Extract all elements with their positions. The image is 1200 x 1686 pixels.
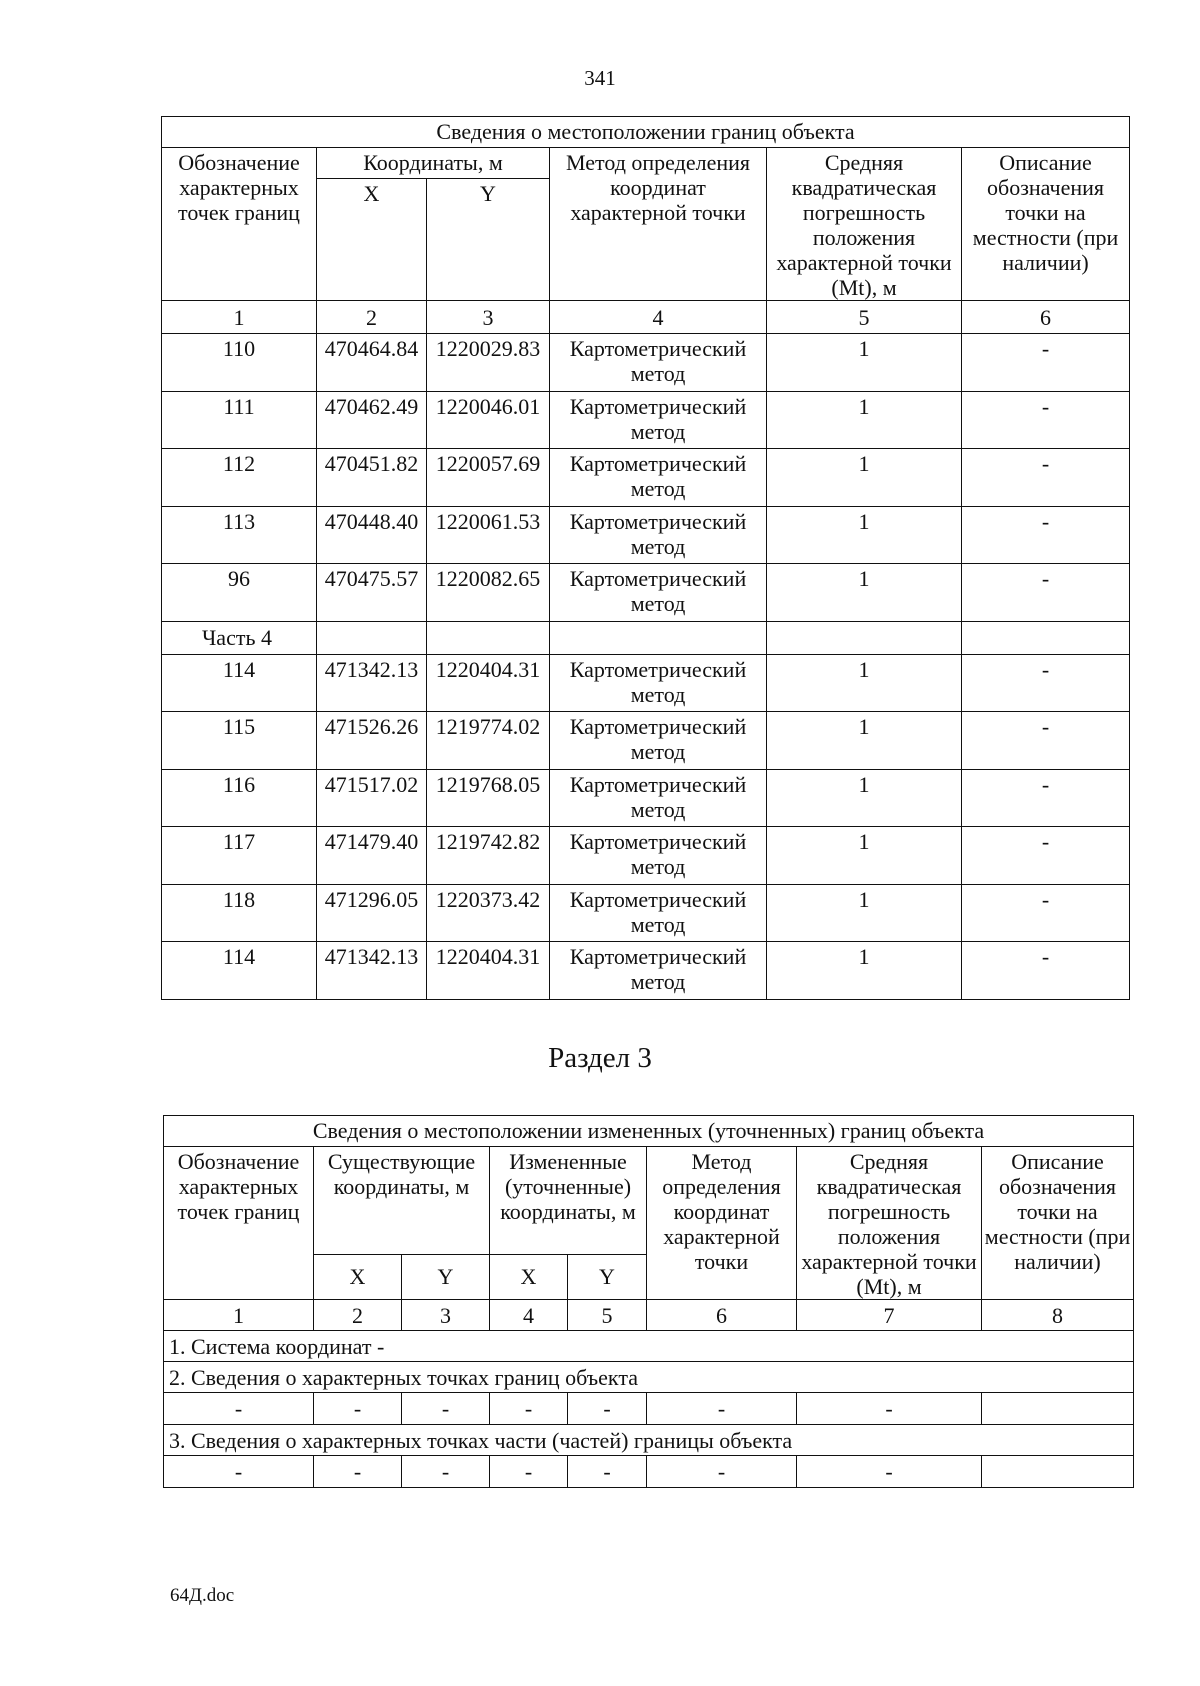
header-point: Обозначение характерных точек границ [162,148,317,301]
y-cell: 1220404.31 [427,942,550,1000]
table-row [162,942,1130,1000]
section-title: Раздел 3 [548,1042,652,1074]
footer-filename: 64Д.doc [170,1585,235,1606]
col-number: 2 [314,1300,402,1331]
part-label: Часть 4 [162,621,317,654]
col-number: 3 [402,1300,490,1331]
method-cell: Картометрический метод [550,654,767,712]
dash-cell: - [797,1393,982,1425]
method-cell: Картометрический метод [550,884,767,942]
point-cell: 112 [162,449,317,507]
y-cell: 1220404.31 [427,654,550,712]
empty-cell [427,621,550,654]
t2-header-changed: Измененные (уточненные) координаты, м [490,1147,647,1255]
dash-cell: - [402,1456,490,1488]
point-cell: 114 [162,654,317,712]
col-number: 1 [164,1300,314,1331]
t2-header-x: X [314,1254,402,1299]
header-y: Y [427,178,550,300]
table-row [162,654,1130,712]
x-cell: 470475.57 [317,564,427,622]
rows-part-4 [162,654,1130,999]
col-number: 2 [317,301,427,334]
error-cell: 1 [767,827,962,885]
col-number: 7 [797,1300,982,1331]
point-cell: 111 [162,391,317,449]
y-cell: 1219768.05 [427,769,550,827]
table-row [162,827,1130,885]
x-cell: 470451.82 [317,449,427,507]
t2-header-y: Y [568,1254,647,1299]
method-cell: Картометрический метод [550,827,767,885]
empty-cell [767,621,962,654]
point-cell: 116 [162,769,317,827]
point-cell: 96 [162,564,317,622]
point-cell: 115 [162,712,317,770]
method-cell: Картометрический метод [550,506,767,564]
t2-header-y: Y [402,1254,490,1299]
dash-cell: - [314,1456,402,1488]
t2-header-description: Описание обозначения точки на местности (при наличии) [982,1147,1134,1300]
method-cell: Картометрический метод [550,564,767,622]
dash-cell: - [490,1456,568,1488]
table-row [162,334,1130,392]
header-error: Средняя квадратическая погрешность положения характерной точки (Mt), м [767,148,962,301]
dash-cell: - [797,1456,982,1488]
dash-cell: - [647,1456,797,1488]
description-cell: - [962,769,1130,827]
col-number: 4 [490,1300,568,1331]
y-cell: 1220061.53 [427,506,550,564]
table-row [162,564,1130,622]
x-cell: 470448.40 [317,506,427,564]
y-cell: 1220046.01 [427,391,550,449]
header-coords: Координаты, м [317,148,550,179]
method-cell: Картометрический метод [550,449,767,507]
col-number: 5 [767,301,962,334]
error-cell: 1 [767,654,962,712]
empty-cell [550,621,767,654]
table-row [162,769,1130,827]
dash-cell [982,1456,1134,1488]
header-x: X [317,178,427,300]
col-number: 5 [568,1300,647,1331]
x-cell: 470464.84 [317,334,427,392]
points-section-row: 2. Сведения о характерных точках границ объекта [164,1362,1134,1393]
error-cell: 1 [767,884,962,942]
error-cell: 1 [767,712,962,770]
method-cell: Картометрический метод [550,334,767,392]
point-cell: 110 [162,334,317,392]
error-cell: 1 [767,769,962,827]
error-cell: 1 [767,449,962,507]
table-row [162,506,1130,564]
method-cell: Картометрический метод [550,712,767,770]
dash-cell: - [568,1456,647,1488]
error-cell: 1 [767,334,962,392]
dash-cell: - [490,1393,568,1425]
description-cell: - [962,564,1130,622]
description-cell: - [962,827,1130,885]
col-number: 6 [962,301,1130,334]
col-number: 1 [162,301,317,334]
parts-section-row: 3. Сведения о характерных точках части (частей) границы объекта [164,1425,1134,1456]
method-cell: Картометрический метод [550,942,767,1000]
t2-header-error: Средняя квадратическая погрешность положения характерной точки (Mt), м [797,1147,982,1300]
point-cell: 114 [162,942,317,1000]
method-cell: Картометрический метод [550,769,767,827]
header-description: Описание обозначения точки на местности (при наличии) [962,148,1130,301]
error-cell: 1 [767,391,962,449]
description-cell: - [962,712,1130,770]
y-cell: 1220373.42 [427,884,550,942]
point-cell: 113 [162,506,317,564]
dash-cell: - [164,1393,314,1425]
t2-header-existing: Существующие координаты, м [314,1147,490,1255]
table-row [162,391,1130,449]
x-cell: 471517.02 [317,769,427,827]
x-cell: 471526.26 [317,712,427,770]
dash-cell: - [568,1393,647,1425]
error-cell: 1 [767,942,962,1000]
dash-cell: - [647,1393,797,1425]
x-cell: 471479.40 [317,827,427,885]
table-caption: Сведения о местоположении границ объекта [162,117,1130,148]
description-cell: - [962,334,1130,392]
description-cell: - [962,654,1130,712]
x-cell: 471342.13 [317,654,427,712]
x-cell: 471296.05 [317,884,427,942]
col-number: 8 [982,1300,1134,1331]
y-cell: 1220057.69 [427,449,550,507]
rows-part-a [162,334,1130,622]
description-cell: - [962,884,1130,942]
col-number: 6 [647,1300,797,1331]
t2-header-point: Обозначение характерных точек границ [164,1147,314,1300]
error-cell: 1 [767,564,962,622]
changed-boundary-table [163,1115,1134,1488]
x-cell: 470462.49 [317,391,427,449]
y-cell: 1220082.65 [427,564,550,622]
y-cell: 1220029.83 [427,334,550,392]
table-row [162,449,1130,507]
boundary-table [161,116,1130,1000]
description-cell: - [962,942,1130,1000]
col-number: 4 [550,301,767,334]
description-cell: - [962,506,1130,564]
description-cell: - [962,391,1130,449]
empty-cell [317,621,427,654]
table-row [162,712,1130,770]
method-cell: Картометрический метод [550,391,767,449]
error-cell: 1 [767,506,962,564]
col-number: 3 [427,301,550,334]
point-cell: 117 [162,827,317,885]
x-cell: 471342.13 [317,942,427,1000]
t2-header-x: X [490,1254,568,1299]
y-cell: 1219742.82 [427,827,550,885]
t2-header-method: Метод определения координат характерной точки [647,1147,797,1300]
y-cell: 1219774.02 [427,712,550,770]
table-row [162,884,1130,942]
dash-cell: - [164,1456,314,1488]
table2-caption: Сведения о местоположении измененных (уточненных) границ объекта [164,1116,1134,1147]
coord-system-row: 1. Система координат - [164,1331,1134,1362]
header-method: Метод определения координат характерной точки [550,148,767,301]
dash-cell [982,1393,1134,1425]
dash-cell: - [314,1393,402,1425]
description-cell: - [962,449,1130,507]
empty-cell [962,621,1130,654]
point-cell: 118 [162,884,317,942]
dash-cell: - [402,1393,490,1425]
page-number: 341 [584,66,616,90]
